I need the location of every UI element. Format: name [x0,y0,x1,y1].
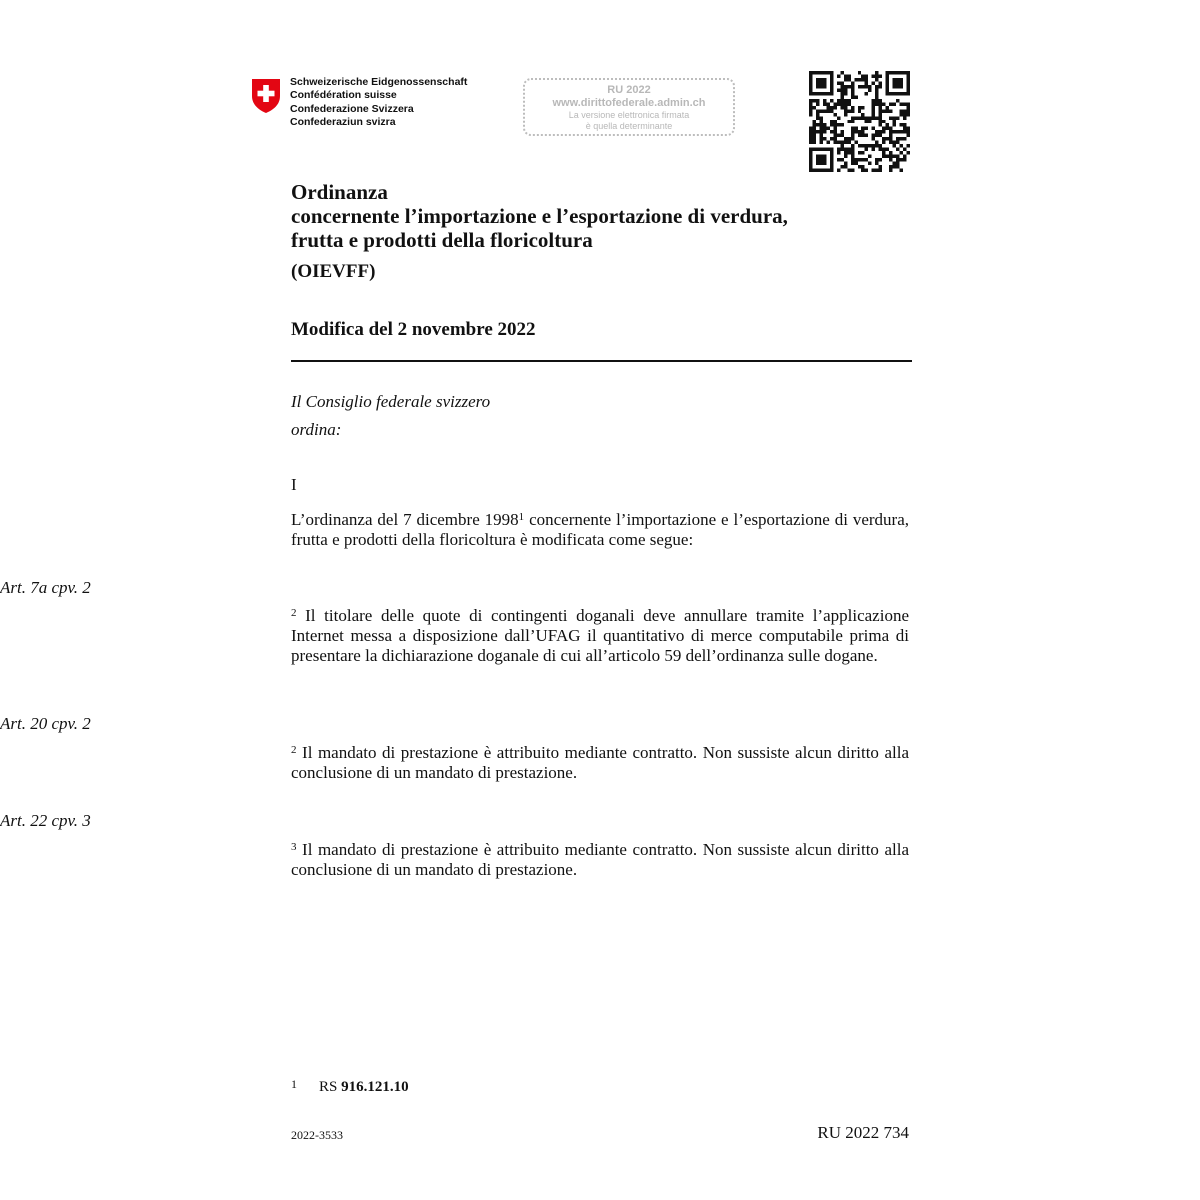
confederation-name-rm: Confederaziun svizra [290,116,396,129]
stamp-url: www.dirittofederale.admin.ch [552,97,706,109]
title-divider [291,360,912,362]
title-line-3: frutta e prodotti della floricoltura [291,228,593,252]
article-heading: Art. 7a cpv. 2 [0,578,91,597]
article-paragraph [291,743,909,783]
section-numeral: I [291,475,297,494]
footnote-marker: 1 [518,511,525,523]
document-number: 2022-3533 [291,1128,343,1142]
stamp-line-1: RU 2022 [607,84,651,96]
confederation-name-de: Schweizerische Eidgenossenschaft [290,76,468,88]
federal-logo [251,76,481,136]
publication-stamp [523,78,735,136]
footnote-prefix: RS [319,1079,342,1095]
title-line-1: Ordinanza [291,180,388,204]
article-heading: Art. 20 cpv. 2 [0,714,91,733]
confederation-names [290,76,467,130]
qr-code-icon [809,71,910,172]
intro-paragraph [291,510,909,550]
article-text: Il mandato di prestazione è attribuito mediante contratto. Non sussiste alcun diritto alla conclusione di un mandato di prestazione. [291,743,909,783]
footnote [291,1077,409,1096]
footnote-number: 1 [291,1077,297,1091]
issuing-authority: Il Consiglio federale svizzero [291,392,491,411]
paragraph-number: 2 [291,607,297,619]
intro-text-before: L’ordinanza del 7 dicembre 1998 [291,510,519,529]
paragraph-number: 3 [291,841,297,853]
confederation-name-fr: Confédération suisse [290,89,397,102]
confederation-name-it: Confederazione Svizzera [290,102,414,115]
ordains-label: ordina: [291,420,342,439]
article-paragraph [291,840,909,880]
intro-text-after: concernente l’importazione e l’esportazione di verdura, frutta e prodotti della floricoltura è modificata come segue: [291,510,909,550]
stamp-line-4: è quella determinante [585,121,673,131]
document-title [291,180,931,252]
article-paragraph [291,606,909,667]
stamp-line-3: La versione elettronica firmata [568,110,690,120]
swiss-cross-shield-icon [251,78,281,114]
title-line-2: concernente l’importazione e l’esportazione di verdura, [291,204,788,228]
footnote-reference: 916.121.10 [341,1079,409,1095]
article-text: Il mandato di prestazione è attribuito mediante contratto. Non sussiste alcun diritto alla conclusione di un mandato di prestazione. [291,840,909,880]
article-text: Il titolare delle quote di contingenti doganali deve annullare tramite l’applicazione Internet messa a disposizione dall’UFAG il quantitativo di merce computabile prima di presentare la dichiarazione doganale di cui all’articolo 59 dell’ordinanza sulle dogane. [291,606,909,666]
article-heading: Art. 22 cpv. 3 [0,811,91,830]
page-reference: RU 2022 734 [817,1123,909,1142]
abbreviation: (OIEVFF) [291,261,376,282]
amendment-date: Modifica del 2 novembre 2022 [291,319,536,340]
paragraph-number: 2 [291,744,297,756]
